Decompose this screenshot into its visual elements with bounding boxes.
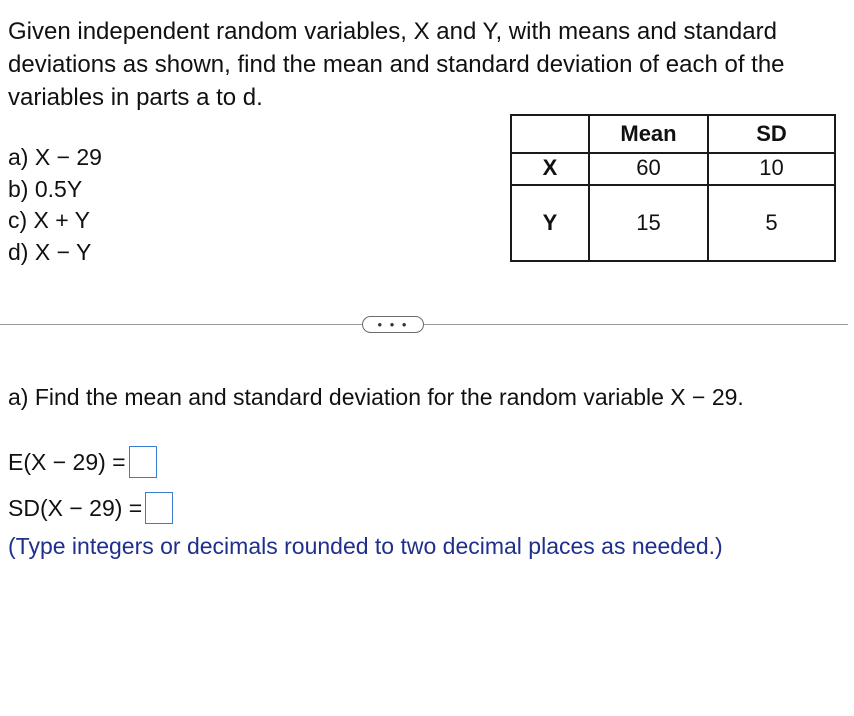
part-b: b) 0.5Y xyxy=(8,175,83,202)
mean-label: E(X − 29) = xyxy=(8,448,126,475)
variables-table xyxy=(510,114,836,262)
table-row-label: X xyxy=(511,153,589,185)
table-header-sd: SD xyxy=(708,115,835,153)
table-header-mean: Mean xyxy=(589,115,708,153)
question-text: a) Find the mean and standard deviation for the random variable X − 29. xyxy=(8,384,744,410)
parts-list xyxy=(8,142,102,268)
table-cell-sd: 5 xyxy=(708,185,835,261)
table-cell-sd: 10 xyxy=(708,153,835,185)
sd-answer-row xyxy=(8,492,173,524)
problem-intro: Given independent random variables, X and Y, with means and standard deviations as shown, find the mean and standard deviation of each of the variables in parts a to d. xyxy=(8,18,785,111)
table-row xyxy=(511,153,835,185)
mean-answer-input[interactable] xyxy=(129,446,157,478)
answer-format-hint: (Type integers or decimals rounded to two decimal places as needed.) xyxy=(8,533,723,559)
section-divider xyxy=(0,324,848,325)
part-a: a) X − 29 xyxy=(8,144,102,170)
part-d: d) X − Y xyxy=(8,238,92,265)
table-header-empty xyxy=(511,115,589,153)
table-cell-mean: 60 xyxy=(589,153,708,185)
mean-answer-row xyxy=(8,446,157,478)
table-row xyxy=(511,185,835,261)
table-header-row xyxy=(511,115,835,153)
table-row-label: Y xyxy=(511,185,589,261)
table-cell-mean: 15 xyxy=(589,185,708,261)
sd-label: SD(X − 29) = xyxy=(8,494,143,521)
show-more-button[interactable]: • • • xyxy=(362,316,424,333)
part-c: c) X + Y xyxy=(8,207,91,233)
sd-answer-input[interactable] xyxy=(145,492,173,524)
